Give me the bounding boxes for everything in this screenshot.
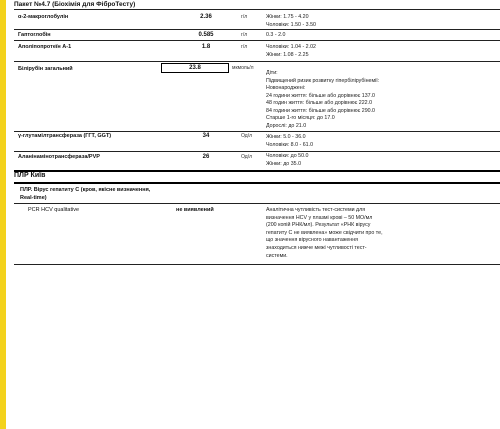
test-value-flagged: 23.8 (161, 63, 229, 73)
test-name: Гаптоглобін (18, 32, 51, 38)
divider (14, 151, 500, 152)
reference-line: 24 години життя: більше або дорівнює 137.0 (266, 92, 376, 99)
reference-line: Дорослі: до 21.0 (266, 122, 307, 129)
section-divider (14, 170, 500, 172)
reference-range (266, 70, 379, 130)
sidebar-stripe (0, 0, 6, 429)
reference-range (266, 43, 316, 59)
reference-line: Новонароджені: (266, 85, 306, 91)
test-unit: Од/л (241, 154, 253, 160)
divider (14, 203, 500, 204)
divider (14, 40, 500, 41)
reference-line: Жінки: 1.08 - 2.25 (266, 52, 309, 58)
reference-line: Чоловіки: 8.0 - 61.0 (266, 142, 314, 148)
test-unit: г/л (241, 14, 248, 20)
reference-line: Чоловіки: 1.04 - 2.02 (266, 44, 316, 50)
reference-line: Жінки: 5.0 - 36.0 (266, 134, 306, 140)
divider (14, 131, 500, 132)
reference-line: Чоловіки: 1.50 - 3.50 (266, 22, 316, 28)
test-value: 0.585 (198, 32, 214, 38)
reference-line: Жінки: до 35.0 (266, 161, 302, 167)
reference-range (266, 133, 313, 149)
pcr-test-name: PCR HCV qualitative (28, 207, 80, 213)
test-unit: Од/л (241, 133, 253, 139)
test-value: 2.36 (200, 14, 212, 20)
test-value: 34 (202, 133, 210, 139)
test-value: 26 (202, 154, 210, 160)
reference-line: Діти: (266, 70, 278, 76)
divider (14, 29, 500, 30)
pcr-subheading: ПЛР. Вірус гепатиту С (кров, якісне визначення, Real-time) (20, 187, 151, 201)
panel-title: Пакет №4.7 (Біохімія для ФіброТесту) (14, 1, 136, 8)
test-unit: г/л (241, 32, 248, 38)
divider (14, 9, 500, 10)
test-name: Білірубін загальний (18, 66, 73, 72)
test-name: α-2-макроглобулін (18, 14, 69, 20)
lab-report-sheet (8, 0, 492, 429)
test-name: γ-глутамілтрансфераза (ГГТ, GGT) (18, 133, 112, 139)
reference-line: Чоловіки: до 50.0 (266, 153, 309, 159)
test-name: Аполіпопротеїн А-1 (18, 44, 72, 50)
pcr-analytic-note: Аналітична чутливість тест-системи для визначення HCV у плазмі крові – 50 МО/мл (200 копій РНК/мл). Результат «РНК вірусу гепатиту С не виявлена» може свідчити про те, що значення вірусного навантаження знаходиться нижче межі чутливості тест-системи. (266, 207, 383, 259)
reference-line: 48 годин життя: більше або дорівнює 222.0 (266, 100, 373, 106)
reference-line: 0.3 - 2.0 (266, 32, 286, 38)
test-value: 1.8 (201, 44, 211, 50)
section-divider (14, 182, 500, 184)
test-unit: г/л (241, 44, 248, 50)
reference-range (266, 152, 308, 168)
test-unit: мкмоль/л (232, 65, 254, 71)
reference-line: Старше 1-го місяця: до 17.0 (266, 115, 335, 121)
reference-range (266, 13, 316, 29)
reference-line: 84 години життя: більше або дорівнює 290.0 (266, 107, 376, 114)
pcr-result: не виявлений (176, 207, 214, 213)
reference-line: Жінки: 1.75 - 4.20 (266, 14, 309, 20)
test-name: Аланінамінотрансфераза/PVP (18, 154, 100, 160)
section-title: ПЛР Київ (14, 172, 46, 179)
reference-range (266, 31, 285, 39)
divider (14, 61, 500, 62)
divider (14, 264, 500, 265)
reference-line: Підвищений ризик розвитку гіпербілірубінемії: (266, 77, 380, 84)
